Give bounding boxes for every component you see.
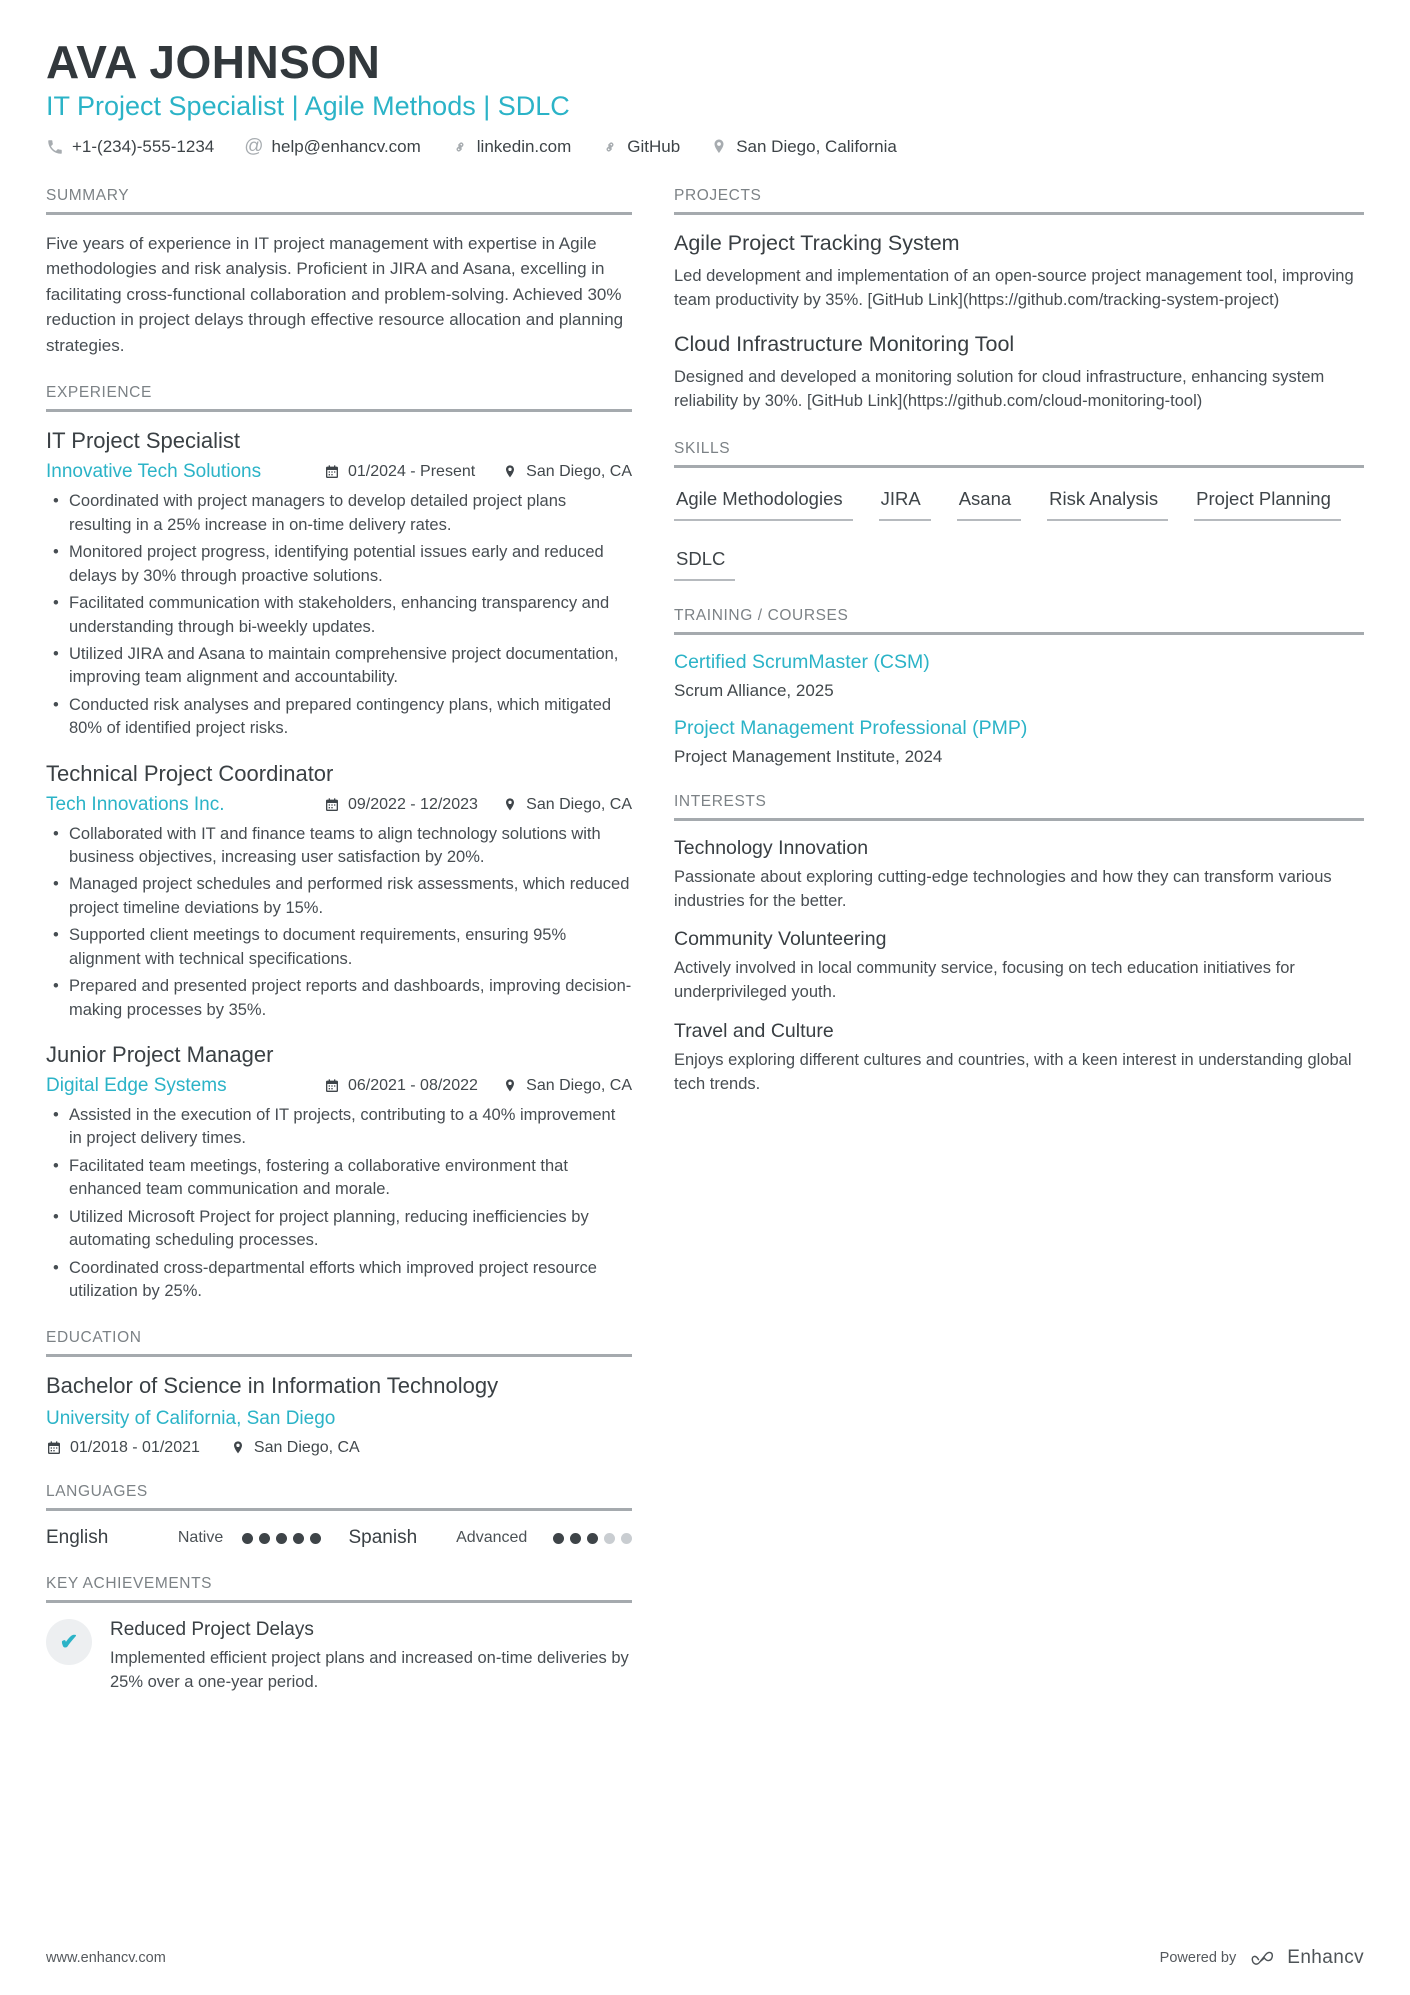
contact-github[interactable] (601, 137, 680, 157)
job-dates-text: 09/2022 - 12/2023 (348, 795, 478, 813)
person-name: AVA JOHNSON (46, 36, 381, 88)
contact-row (46, 137, 1364, 157)
skills-list (674, 484, 1364, 581)
summary-section (46, 187, 632, 359)
achievement-title: Reduced Project Delays (110, 1619, 314, 1641)
job-location-text: San Diego, CA (526, 795, 632, 813)
contact-github-text: GitHub (627, 136, 681, 156)
job-bullet: • Managed project schedules and performed risk assessments, which reduced project timeline deviations by 15%. (46, 873, 632, 920)
contact-location-text: San Diego, California (736, 136, 897, 156)
job-title: Junior Project Manager (46, 1041, 274, 1067)
interest-title: Travel and Culture (674, 1020, 834, 1043)
skill-tag: Asana (957, 488, 1021, 521)
job-meta (46, 1075, 632, 1097)
achievement-description: Implemented efficient project plans and increased on-time deliveries by 25% over a one-year period. (110, 1649, 629, 1692)
job-bullet: • Coordinated cross-departmental efforts which improved project resource utilization by 25%. (46, 1257, 632, 1304)
location-icon (502, 1078, 518, 1094)
interest-title: Technology Innovation (674, 836, 869, 859)
enhancv-brand-name: Enhancv (1287, 1947, 1364, 1968)
job-bullet: • Supported client meetings to document requirements, ensuring 95% alignment with technical specifications. (46, 924, 632, 971)
language-level: Advanced (456, 1529, 528, 1547)
job-meta (46, 461, 632, 483)
calendar-icon (46, 1440, 62, 1456)
person-title: IT Project Specialist | Agile Methods | SDLC (46, 90, 570, 121)
training-section (674, 607, 1364, 767)
school-link[interactable]: University of California, San Diego (46, 1408, 336, 1430)
project-title: Cloud Infrastructure Monitoring Tool (674, 331, 1015, 356)
enhancv-logo-icon (1246, 1947, 1280, 1969)
summary-heading: SUMMARY (46, 187, 632, 215)
interests-section (674, 793, 1364, 1098)
job-location-text: San Diego, CA (526, 1076, 632, 1094)
achievement-body (110, 1619, 632, 1695)
course-item (674, 651, 1364, 701)
job-dates-text: 06/2021 - 08/2022 (348, 1076, 478, 1094)
experience-heading: EXPERIENCE (46, 384, 632, 412)
interest-description: Enjoys exploring different cultures and countries, with a keen interest in understanding global tech trends. (674, 1051, 1352, 1094)
course-title-link[interactable]: Project Management Professional (PMP) (674, 716, 1028, 739)
language-row (46, 1527, 632, 1549)
course-item (674, 717, 1364, 767)
job-bullet: • Conducted risk analyses and prepared contingency plans, which mitigated 80% of identified project risks. (46, 694, 632, 741)
page-footer (46, 1947, 1364, 1969)
contact-linkedin[interactable] (451, 137, 572, 157)
key-achievements-section (46, 1575, 632, 1695)
education-location (230, 1439, 360, 1457)
project-title: Agile Project Tracking System (674, 230, 960, 255)
language-level-dots (242, 1533, 321, 1544)
company-link[interactable]: Innovative Tech Solutions (46, 461, 262, 483)
interests-heading: INTERESTS (674, 793, 1364, 821)
course-org: Scrum Alliance, 2025 (674, 680, 834, 700)
project-item (674, 231, 1364, 313)
education-dates (46, 1439, 200, 1457)
job-bullet: • Facilitated communication with stakeholders, enhancing transparency and understanding through bi-weekly updates. (46, 592, 632, 639)
enhancv-site-link[interactable]: www.enhancv.com (46, 1950, 166, 1966)
interest-description: Passionate about exploring cutting-edge technologies and how they can transform various industries for the better. (674, 867, 1332, 910)
resume-header (46, 36, 1364, 157)
contact-location (710, 137, 897, 157)
job-title: Technical Project Coordinator (46, 760, 334, 786)
project-description: Designed and developed a monitoring solution for cloud infrastructure, enhancing system reliability by 30%. [GitHub Link](https://github.com/cloud-monitoring-tool) (674, 367, 1325, 410)
calendar-icon (324, 797, 340, 813)
education-dates-text: 01/2018 - 01/2021 (70, 1439, 200, 1457)
job-bullet: • Coordinated with project managers to develop detailed project plans resulting in a 25% increase in on-time delivery rates. (46, 490, 632, 537)
job-location (502, 796, 632, 814)
language-level-dots (553, 1533, 632, 1544)
calendar-icon (324, 1078, 340, 1094)
company-link[interactable]: Tech Innovations Inc. (46, 793, 225, 815)
job-location (502, 463, 632, 481)
enhancv-brand-link[interactable] (1246, 1947, 1364, 1969)
job-bullets (46, 490, 632, 740)
location-icon (502, 464, 518, 480)
summary-text: Five years of experience in IT project management with expertise in Agile methodologies and risk analysis. Proficient in JIRA and Asana, excelling in facilitating cross-functional collaboration and problem-solving. Achieved 30% reduction in project delays through effective resource allocation and planning strategies. (46, 233, 624, 355)
achievement-badge (46, 1619, 92, 1665)
location-icon (710, 138, 728, 156)
job-bullet: • Assisted in the execution of IT projects, contributing to a 40% improvement in project delivery times. (46, 1104, 632, 1151)
projects-section (674, 187, 1364, 414)
link-icon (451, 138, 469, 156)
job-item (46, 761, 632, 1022)
powered-by-label: Powered by (1159, 1950, 1237, 1966)
contact-phone[interactable] (46, 137, 214, 157)
language-level: Native (177, 1529, 224, 1547)
calendar-icon (324, 464, 340, 480)
interest-item (674, 928, 1364, 1005)
location-icon (502, 797, 518, 813)
skills-heading: SKILLS (674, 440, 1364, 468)
phone-icon (46, 138, 64, 156)
job-bullet: • Utilized Microsoft Project for project planning, reducing inefficiencies by automating scheduling processes. (46, 1206, 632, 1253)
education-section (46, 1329, 632, 1457)
experience-section (46, 384, 632, 1303)
skill-tag: Agile Methodologies (674, 488, 853, 521)
at-icon: @ (244, 136, 264, 158)
education-heading: EDUCATION (46, 1329, 632, 1357)
interest-description: Actively involved in local community service, focusing on tech education initiatives for underprivileged youth. (674, 959, 1295, 1002)
interest-item (674, 1020, 1364, 1097)
job-bullet: • Monitored project progress, identifying potential issues early and reduced delays by 30% through proactive solutions. (46, 541, 632, 588)
language-name: English (46, 1527, 109, 1549)
skill-tag: JIRA (879, 488, 931, 521)
skill-tag: SDLC (674, 548, 735, 581)
job-bullets (46, 823, 632, 1022)
link-icon (601, 138, 619, 156)
contact-phone-text: +1-(234)-555-1234 (72, 136, 215, 156)
skill-tag: Project Planning (1194, 488, 1341, 521)
job-title: IT Project Specialist (46, 428, 241, 454)
check-icon: ✔ (59, 1629, 79, 1655)
course-title-link[interactable]: Certified ScrumMaster (CSM) (674, 650, 930, 673)
job-item (46, 1042, 632, 1303)
contact-linkedin-text: linkedin.com (476, 136, 572, 156)
contact-email[interactable] (244, 137, 421, 157)
achievement-item (46, 1619, 632, 1695)
key-achievements-heading: KEY ACHIEVEMENTS (46, 1575, 632, 1603)
company-link[interactable]: Digital Edge Systems (46, 1074, 227, 1096)
job-location (502, 1077, 632, 1095)
left-column (46, 187, 632, 1721)
projects-heading: PROJECTS (674, 187, 1364, 215)
job-dates (324, 796, 478, 814)
job-bullet: • Facilitated team meetings, fostering a collaborative environment that enhanced team communication and morale. (46, 1155, 632, 1202)
languages-heading: LANGUAGES (46, 1483, 632, 1511)
right-column (674, 187, 1364, 1721)
location-icon (230, 1440, 246, 1456)
job-meta (46, 794, 632, 816)
job-bullet: • Prepared and presented project reports and dashboards, improving decision-making processes by 35%. (46, 975, 632, 1022)
powered-by-block (1160, 1947, 1364, 1969)
interest-item (674, 837, 1364, 914)
education-location-text: San Diego, CA (253, 1439, 360, 1457)
education-meta (46, 1439, 632, 1457)
course-org: Project Management Institute, 2024 (674, 746, 943, 766)
job-dates (324, 1077, 478, 1095)
job-location-text: San Diego, CA (526, 463, 632, 481)
skills-section (674, 440, 1364, 581)
job-dates-text: 01/2024 - Present (348, 463, 476, 481)
contact-email-text: help@enhancv.com (271, 136, 421, 156)
job-bullets (46, 1104, 632, 1303)
job-bullet: • Collaborated with IT and finance teams to align technology solutions with business objectives, increasing user satisfaction by 20%. (46, 823, 632, 870)
project-description: Led development and implementation of an open-source project management tool, improving team productivity by 35%. [GitHub Link](https://github.com/tracking-system-project) (674, 266, 1354, 309)
training-heading: TRAINING / COURSES (674, 607, 1364, 635)
project-item (674, 332, 1364, 414)
job-dates (324, 463, 475, 481)
language-name: Spanish (348, 1527, 418, 1549)
languages-section (46, 1483, 632, 1549)
job-item (46, 428, 632, 740)
job-bullet: • Utilized JIRA and Asana to maintain comprehensive project documentation, improving team alignment and accountability. (46, 643, 632, 690)
interest-title: Community Volunteering (674, 928, 887, 951)
degree-title: Bachelor of Science in Information Technology (46, 1373, 499, 1399)
skill-tag: Risk Analysis (1047, 488, 1168, 521)
